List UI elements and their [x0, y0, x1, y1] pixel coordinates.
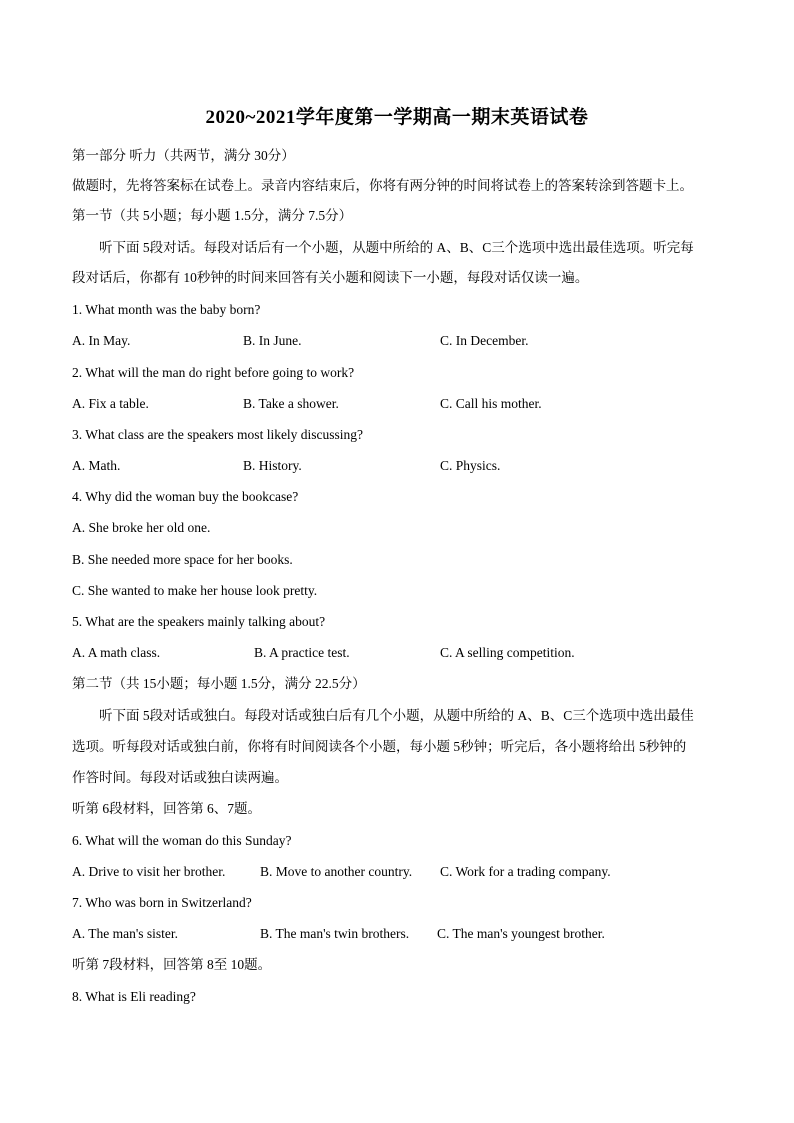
question-5-option-b: B. A practice test. — [254, 645, 350, 660]
section1-directions-line1: 听下面 5段对话。每段对话后有一个小题，从题中所给的 A、B、C三个选项中选出最佳选项。听完每 — [99, 240, 694, 255]
question-7-option-c: C. The man's youngest brother. — [437, 926, 605, 941]
section1-heading: 第一节（共 5小题；每小题 1.5分，满分 7.5分） — [72, 208, 353, 223]
question-1-option-a: A. In May. — [72, 333, 131, 348]
question-4-option-c: C. She wanted to make her house look pretty. — [72, 583, 318, 598]
question-3-option-b: B. History. — [243, 458, 302, 473]
question-3-option-c: C. Physics. — [440, 458, 501, 473]
question-5-option-a: A. A math class. — [72, 645, 161, 660]
exam-title: 2020~2021学年度第一学期高一期末英语试卷 — [205, 107, 589, 128]
question-3-option-a: A. Math. — [72, 458, 121, 473]
section2-heading: 第二节（共 15小题；每小题 1.5分，满分 22.5分） — [72, 676, 366, 691]
part1-instruction: 做题时，先将答案标在试卷上。录音内容结束后，你将有两分钟的时间将试卷上的答案转涂到答题卡上。 — [72, 178, 693, 193]
question-2: 2. What will the man do right before going to work? — [72, 365, 355, 380]
part1-heading: 第一部分 听力（共两节，满分 30分） — [72, 148, 295, 163]
question-2-option-a: A. Fix a table. — [72, 396, 149, 411]
material-6-instruction: 听第 6段材料，回答第 6、7题。 — [72, 801, 261, 816]
question-1: 1. What month was the baby born? — [72, 302, 261, 317]
section2-directions-line3: 作答时间。每段对话或独白读两遍。 — [72, 770, 288, 785]
question-3: 3. What class are the speakers most likely discussing? — [72, 427, 364, 442]
question-7: 7. Who was born in Switzerland? — [72, 895, 252, 910]
section2-directions-line1: 听下面 5段对话或独白。每段对话或独白后有几个小题，从题中所给的 A、B、C三个选项中选出最佳 — [99, 708, 694, 723]
section2-directions-line2: 选项。听每段对话或独白前，你将有时间阅读各个小题，每小题 5秒钟；听完后，各小题将给出 5秒钟的 — [72, 739, 687, 754]
question-4-option-b: B. She needed more space for her books. — [72, 552, 293, 567]
question-8: 8. What is Eli reading? — [72, 989, 196, 1004]
question-4-option-a: A. She broke her old one. — [72, 520, 211, 535]
section1-directions-line2: 段对话后，你都有 10秒钟的时间来回答有关小题和阅读下一小题，每段对话仅读一遍。 — [72, 270, 589, 285]
material-7-instruction: 听第 7段材料，回答第 8至 10题。 — [72, 957, 272, 972]
question-7-option-b: B. The man's twin brothers. — [260, 926, 410, 941]
question-5: 5. What are the speakers mainly talking about? — [72, 614, 326, 629]
question-2-option-b: B. Take a shower. — [243, 396, 339, 411]
question-5-option-c: C. A selling competition. — [440, 645, 575, 660]
question-7-option-a: A. The man's sister. — [72, 926, 179, 941]
question-6-option-c: C. Work for a trading company. — [440, 864, 611, 879]
question-6-option-b: B. Move to another country. — [260, 864, 413, 879]
question-1-option-b: B. In June. — [243, 333, 302, 348]
question-6-option-a: A. Drive to visit her brother. — [72, 864, 226, 879]
question-4: 4. Why did the woman buy the bookcase? — [72, 489, 299, 504]
question-1-option-c: C. In December. — [440, 333, 529, 348]
question-2-option-c: C. Call his mother. — [440, 396, 542, 411]
question-6: 6. What will the woman do this Sunday? — [72, 833, 292, 848]
